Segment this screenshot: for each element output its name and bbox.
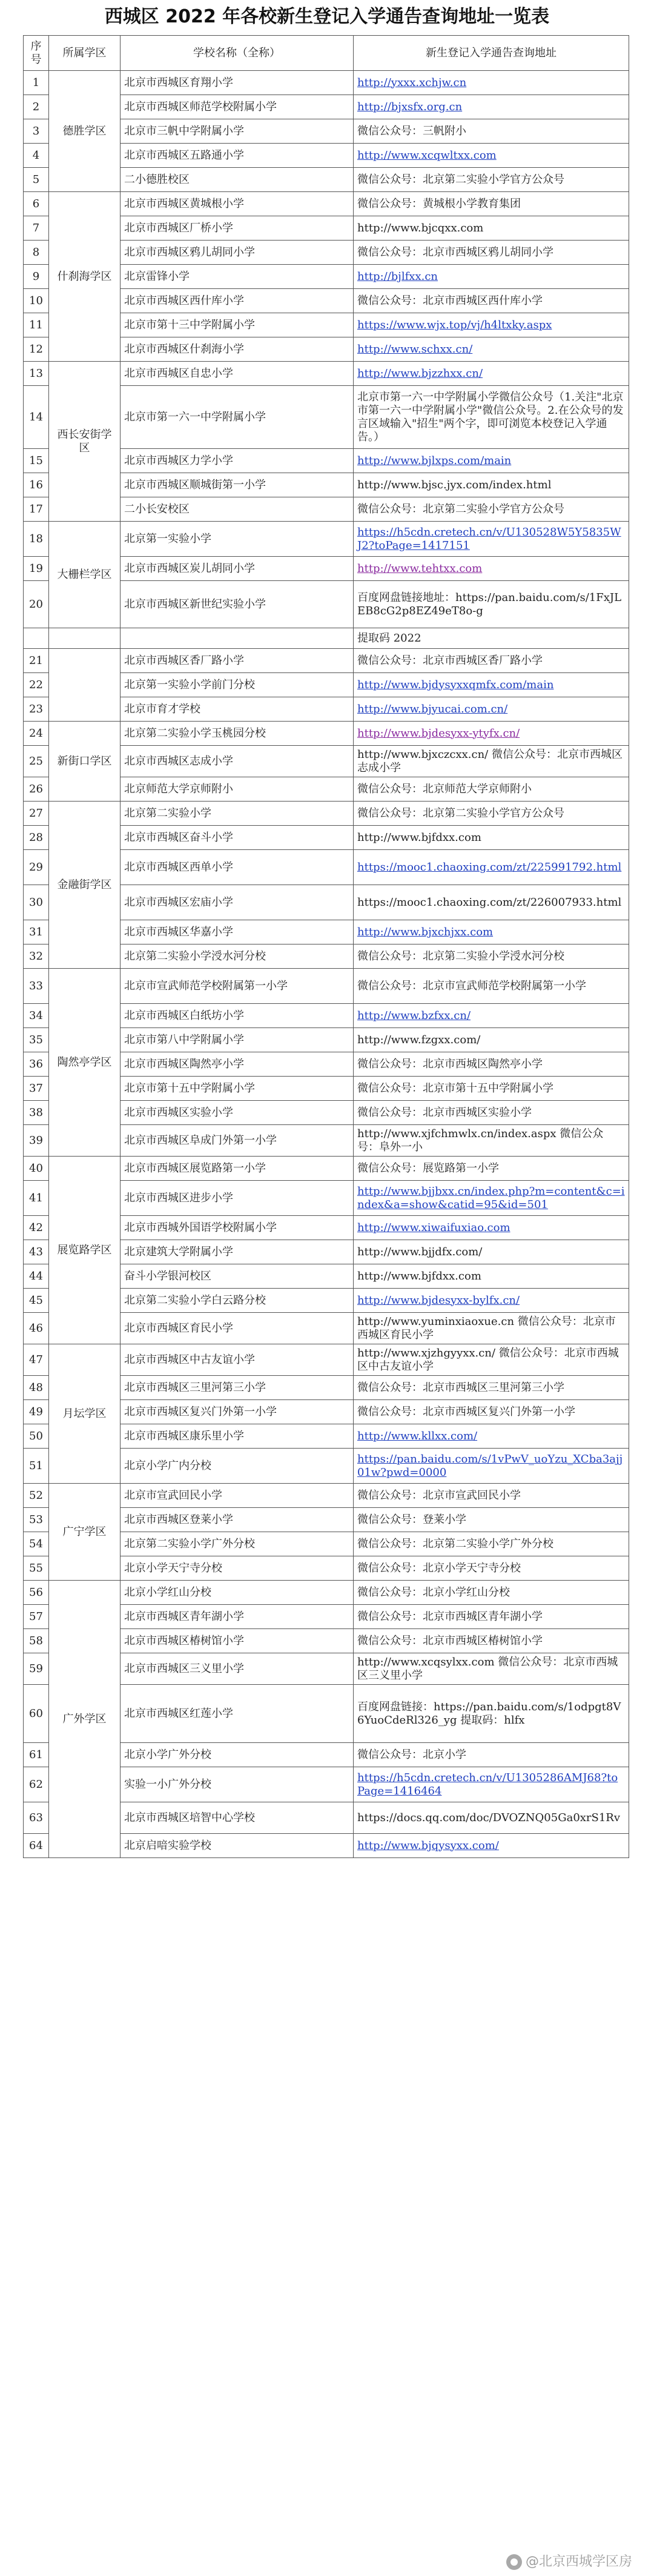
- query-address: [354, 673, 629, 697]
- school-name: 北京市第八中学附属小学: [121, 1028, 354, 1052]
- header-query: 新生登记入学通告查询地址: [354, 36, 629, 71]
- row-number: 19: [24, 557, 49, 581]
- query-link[interactable]: http://www.bjlxps.com/main: [357, 454, 512, 467]
- school-name: 北京市西城区复兴门外第一小学: [121, 1400, 354, 1424]
- row-number: 44: [24, 1264, 49, 1289]
- school-name: 北京市西城区黄城根小学: [121, 192, 354, 216]
- query-link[interactable]: http://www.bjqysyxx.com/: [357, 1839, 499, 1852]
- query-address: 微信公众号：北京第二实验小学官方公众号: [354, 802, 629, 826]
- table-row: [24, 802, 629, 826]
- row-number: 35: [24, 1028, 49, 1052]
- row-number: 56: [24, 1581, 49, 1605]
- query-address: 微信公众号：北京市西城区西什库小学: [354, 289, 629, 313]
- row-number: 7: [24, 216, 49, 241]
- query-address: [354, 1424, 629, 1449]
- school-name: 北京第一实验小学前门分校: [121, 673, 354, 697]
- school-name: 实验一小广外分校: [121, 1767, 354, 1802]
- district-cell: [49, 649, 121, 722]
- row-number: 5: [24, 168, 49, 192]
- query-address: [354, 313, 629, 337]
- school-name: 北京小学天宁寺分校: [121, 1556, 354, 1581]
- row-number: 58: [24, 1629, 49, 1653]
- table-row: [24, 649, 629, 673]
- query-link[interactable]: http://yxxx.xchjw.cn: [357, 76, 467, 89]
- row-number: 13: [24, 362, 49, 386]
- school-name: 北京市西城区师范学校附属小学: [121, 95, 354, 119]
- row-number: 14: [24, 386, 49, 449]
- row-number: 62: [24, 1767, 49, 1802]
- query-link[interactable]: http://bjxsfx.org.cn: [357, 100, 463, 113]
- query-address: [354, 1834, 629, 1858]
- row-number: 26: [24, 777, 49, 802]
- school-name: 北京市西城区西什库小学: [121, 289, 354, 313]
- page-title: 西城区 2022 年各校新生登记入学通告查询地址一览表: [104, 6, 550, 27]
- school-name: 北京市育才学校: [121, 697, 354, 722]
- school-name: 北京第一实验小学: [121, 522, 354, 557]
- district-cell: 展览路学区: [49, 1157, 121, 1344]
- row-number: 10: [24, 289, 49, 313]
- watermark: [506, 2551, 632, 2570]
- row-number: 37: [24, 1077, 49, 1101]
- query-address: http://www.yuminxiaoxue.cn 微信公众号：北京市西城区育民小学: [354, 1313, 629, 1344]
- row-number: 22: [24, 673, 49, 697]
- query-address: [354, 522, 629, 557]
- row-number: 17: [24, 497, 49, 522]
- school-name: [121, 628, 354, 649]
- watermark-logo-icon: [506, 2554, 522, 2570]
- table-row: [24, 362, 629, 386]
- row-number: 39: [24, 1125, 49, 1157]
- school-name: 北京市西城区自忠小学: [121, 362, 354, 386]
- row-number: 8: [24, 241, 49, 265]
- query-address: 微信公众号：北京第二实验小学官方公众号: [354, 497, 629, 522]
- school-name: 北京市西城区白纸坊小学: [121, 1004, 354, 1028]
- school-name: 北京第二实验小学涭水河分校: [121, 944, 354, 969]
- school-name: 北京小学广内分校: [121, 1449, 354, 1484]
- watermark-text: @北京西城学区房: [525, 2554, 632, 2569]
- school-name: 北京第二实验小学玉桃园分校: [121, 722, 354, 746]
- row-number: 34: [24, 1004, 49, 1028]
- school-name: 北京市西城区椿树馆小学: [121, 1629, 354, 1653]
- query-address: [354, 1181, 629, 1216]
- query-address: 百度网盘链接地址：https://pan.baidu.com/s/1FxJLEB8cG2p8EZ49eT8o-g: [354, 581, 629, 628]
- header-school: 学校名称（全称）: [121, 36, 354, 71]
- school-name: 北京建筑大学附属小学: [121, 1240, 354, 1264]
- district-cell: 德胜学区: [49, 71, 121, 192]
- query-address: [354, 1767, 629, 1802]
- row-number: 33: [24, 969, 49, 1004]
- query-link[interactable]: http://www.bjyucai.com.cn/: [357, 702, 508, 715]
- query-address: 微信公众号：北京第二实验小学广外分校: [354, 1532, 629, 1556]
- query-address: 北京市第一六一中学附属小学微信公众号（1.关注"北京市第一六一中学附属小学"微信公众号。2.在公众号的发言区域输入"招生"两个字，即可浏览本校登记入学通告。）: [354, 386, 629, 449]
- query-link[interactable]: http://www.schxx.cn/: [357, 342, 473, 356]
- row-number: 51: [24, 1449, 49, 1484]
- school-name: 北京市西城区培智中心学校: [121, 1802, 354, 1834]
- query-address: 微信公众号：三帆附小: [354, 119, 629, 144]
- school-name: 二小德胜校区: [121, 168, 354, 192]
- table-row: [24, 1344, 629, 1376]
- row-number: 16: [24, 473, 49, 497]
- table-row: [24, 1581, 629, 1605]
- query-address: [354, 337, 629, 362]
- header-district: 所属学区: [49, 36, 121, 71]
- row-number: 61: [24, 1743, 49, 1767]
- school-name: 二小长安校区: [121, 497, 354, 522]
- row-number: 42: [24, 1216, 49, 1240]
- table-header-row: [24, 36, 629, 71]
- school-name: 北京市西城区三里河第三小学: [121, 1376, 354, 1400]
- table-row: [24, 522, 629, 557]
- row-number: 59: [24, 1653, 49, 1685]
- district-cell: [49, 628, 121, 649]
- query-link[interactable]: http://www.bjdesyxx-ytyfx.cn/: [357, 726, 520, 740]
- query-address: [354, 362, 629, 386]
- query-address: 微信公众号：北京市宣武回民小学: [354, 1484, 629, 1508]
- school-name: 北京市西城区三义里小学: [121, 1653, 354, 1685]
- row-number: 53: [24, 1508, 49, 1532]
- query-address: [354, 144, 629, 168]
- query-link[interactable]: https://mooc1.chaoxing.com/zt/225991792.html: [357, 860, 622, 874]
- school-name: 北京小学广外分校: [121, 1743, 354, 1767]
- row-number: 55: [24, 1556, 49, 1581]
- row-number: 47: [24, 1344, 49, 1376]
- row-number: 64: [24, 1834, 49, 1858]
- district-cell: 什刹海学区: [49, 192, 121, 362]
- table-row: [24, 969, 629, 1004]
- row-number: 2: [24, 95, 49, 119]
- school-name: 北京市西城区华嘉小学: [121, 920, 354, 944]
- query-link[interactable]: http://www.kllxx.com/: [357, 1429, 478, 1442]
- district-cell: 广外学区: [49, 1581, 121, 1858]
- query-address: 微信公众号：北京市西城区香厂路小学: [354, 649, 629, 673]
- school-name: 北京市西城区登莱小学: [121, 1508, 354, 1532]
- school-name: 北京市西城区进步小学: [121, 1181, 354, 1216]
- query-address: [354, 722, 629, 746]
- query-address: [354, 920, 629, 944]
- row-number: 25: [24, 746, 49, 777]
- school-table-container: [23, 35, 629, 1858]
- query-link[interactable]: http://www.tehtxx.com: [357, 562, 483, 575]
- district-cell: 陶然亭学区: [49, 969, 121, 1157]
- row-number: 6: [24, 192, 49, 216]
- school-name: 北京市西城区志成小学: [121, 746, 354, 777]
- row-number: 3: [24, 119, 49, 144]
- school-name: 北京市西城区育翔小学: [121, 71, 354, 95]
- school-name: 北京市西城区实验小学: [121, 1101, 354, 1125]
- school-name: 北京市三帆中学附属小学: [121, 119, 354, 144]
- school-name: 北京市宣武师范学校附属第一小学: [121, 969, 354, 1004]
- row-number: 20: [24, 581, 49, 628]
- school-name: 北京市宣武回民小学: [121, 1484, 354, 1508]
- row-number: 60: [24, 1685, 49, 1743]
- school-name: 北京市西城区什刹海小学: [121, 337, 354, 362]
- school-name: 北京市西城区五路通小学: [121, 144, 354, 168]
- query-address: http://www.xcqsylxx.com 微信公众号：北京市西城区三义里小学: [354, 1653, 629, 1685]
- query-address: 微信公众号：北京小学天宁寺分校: [354, 1556, 629, 1581]
- query-address: 微信公众号：北京市西城区青年湖小学: [354, 1605, 629, 1629]
- query-address: 微信公众号：展览路第一小学: [354, 1157, 629, 1181]
- query-address: 微信公众号：北京小学: [354, 1743, 629, 1767]
- school-name: 北京市西城区育民小学: [121, 1313, 354, 1344]
- school-name: 北京市西城区阜成门外第一小学: [121, 1125, 354, 1157]
- query-address: [354, 1289, 629, 1313]
- row-number: 54: [24, 1532, 49, 1556]
- query-address: [354, 1004, 629, 1028]
- query-address: [354, 449, 629, 473]
- query-address: 微信公众号：黄城根小学教育集团: [354, 192, 629, 216]
- query-address: 微信公众号：北京市西城区鸦儿胡同小学: [354, 241, 629, 265]
- row-number: 46: [24, 1313, 49, 1344]
- school-name: 北京市西城区西单小学: [121, 850, 354, 885]
- district-cell: 大栅栏学区: [49, 522, 121, 628]
- district-cell: 新街口学区: [49, 722, 121, 802]
- query-address: [354, 557, 629, 581]
- query-address: 微信公众号：北京市西城区陶然亭小学: [354, 1052, 629, 1077]
- row-number: 9: [24, 265, 49, 289]
- table-row: [24, 722, 629, 746]
- school-name: 北京市第十三中学附属小学: [121, 313, 354, 337]
- row-number: 32: [24, 944, 49, 969]
- query-link[interactable]: https://www.wjx.top/vj/h4ltxky.aspx: [357, 318, 552, 331]
- school-name: 北京市西城区展览路第一小学: [121, 1157, 354, 1181]
- school-name: 北京启喑实验学校: [121, 1834, 354, 1858]
- district-cell: 月坛学区: [49, 1344, 121, 1484]
- query-address: 微信公众号：北京小学红山分校: [354, 1581, 629, 1605]
- school-name: 北京小学红山分校: [121, 1581, 354, 1605]
- query-link[interactable]: http://www.bjzzhxx.cn/: [357, 367, 483, 380]
- row-number: 12: [24, 337, 49, 362]
- school-name: 北京市西城外国语学校附属小学: [121, 1216, 354, 1240]
- school-table: [23, 35, 629, 1858]
- school-name: 北京市西城区陶然亭小学: [121, 1052, 354, 1077]
- row-number: 11: [24, 313, 49, 337]
- school-name: 北京市西城区炭儿胡同小学: [121, 557, 354, 581]
- school-name: 北京市西城区红莲小学: [121, 1685, 354, 1743]
- school-name: 北京市西城区新世纪实验小学: [121, 581, 354, 628]
- row-number: 28: [24, 826, 49, 850]
- query-address: 提取码 2022: [354, 628, 629, 649]
- row-number: 43: [24, 1240, 49, 1264]
- query-address: 微信公众号：北京市西城区椿树馆小学: [354, 1629, 629, 1653]
- row-number: 36: [24, 1052, 49, 1077]
- query-address: https://docs.qq.com/doc/DVOZNQ05Ga0xrS1Rv: [354, 1802, 629, 1834]
- school-name: 北京市西城区顺城街第一小学: [121, 473, 354, 497]
- query-address: http://www.bjjdfx.com/: [354, 1240, 629, 1264]
- school-name: 北京市西城区力学小学: [121, 449, 354, 473]
- query-address: http://www.xjfchmwlx.cn/index.aspx 微信公众号：阜外一小: [354, 1125, 629, 1157]
- school-name: 北京第二实验小学: [121, 802, 354, 826]
- query-address: http://www.bjxczcxx.cn/ 微信公众号：北京市西城区志成小学: [354, 746, 629, 777]
- school-name: 北京市西城区鸦儿胡同小学: [121, 241, 354, 265]
- query-link[interactable]: https://h5cdn.cretech.cn/v/U1305286AMJ68?toPage=1416464: [357, 1771, 618, 1798]
- row-number: 29: [24, 850, 49, 885]
- row-number: 24: [24, 722, 49, 746]
- row-number: 50: [24, 1424, 49, 1449]
- row-number: 21: [24, 649, 49, 673]
- query-address: 百度网盘链接：https://pan.baidu.com/s/1odpgt8V6YuoCdeRl326_yg 提取码：hlfx: [354, 1685, 629, 1743]
- row-number: 15: [24, 449, 49, 473]
- table-row: [24, 1484, 629, 1508]
- query-link[interactable]: http://www.bjdysyxxqmfx.com/main: [357, 678, 554, 691]
- table-row: [24, 71, 629, 95]
- query-address: 微信公众号：北京第二实验小学官方公众号: [354, 168, 629, 192]
- row-number: 4: [24, 144, 49, 168]
- row-number: 31: [24, 920, 49, 944]
- district-cell: 金融街学区: [49, 802, 121, 969]
- query-address: [354, 95, 629, 119]
- school-name: 北京师范大学京师附小: [121, 777, 354, 802]
- school-name: 北京市西城区厂桥小学: [121, 216, 354, 241]
- query-link[interactable]: http://www.xcqwltxx.com: [357, 148, 497, 162]
- query-link[interactable]: http://www.xiwaifuxiao.com: [357, 1221, 510, 1234]
- query-link[interactable]: http://www.bjxchjxx.com: [357, 925, 494, 938]
- table-row: [24, 628, 629, 649]
- query-address: [354, 697, 629, 722]
- school-name: 北京市西城区青年湖小学: [121, 1605, 354, 1629]
- query-address: 微信公众号：北京市宣武师范学校附属第一小学: [354, 969, 629, 1004]
- row-number: 18: [24, 522, 49, 557]
- row-number: 63: [24, 1802, 49, 1834]
- query-address: 微信公众号：北京市第十五中学附属小学: [354, 1077, 629, 1101]
- row-number: 48: [24, 1376, 49, 1400]
- row-number: 1: [24, 71, 49, 95]
- school-name: 北京雷锋小学: [121, 265, 354, 289]
- school-name: 北京市西城区康乐里小学: [121, 1424, 354, 1449]
- query-address: 微信公众号：登莱小学: [354, 1508, 629, 1532]
- school-name: 北京第二实验小学白云路分校: [121, 1289, 354, 1313]
- row-number: 40: [24, 1157, 49, 1181]
- query-address: 微信公众号：北京市西城区三里河第三小学: [354, 1376, 629, 1400]
- table-row: [24, 1157, 629, 1181]
- row-number: 49: [24, 1400, 49, 1424]
- school-name: 奋斗小学银河校区: [121, 1264, 354, 1289]
- query-address: http://www.xjzhgyyxx.cn/ 微信公众号：北京市西城区中古友谊小学: [354, 1344, 629, 1376]
- school-name: 北京第二实验小学广外分校: [121, 1532, 354, 1556]
- school-name: 北京市第一六一中学附属小学: [121, 386, 354, 449]
- query-address: http://www.fzgxx.com/: [354, 1028, 629, 1052]
- query-address: http://www.bjfdxx.com: [354, 826, 629, 850]
- query-address: http://www.bjsc.jyx.com/index.html: [354, 473, 629, 497]
- school-name: 北京市西城区中古友谊小学: [121, 1344, 354, 1376]
- query-link[interactable]: http://www.bjjbxx.cn/index.php?m=content&c=index&a=show&catid=95&id=501: [357, 1184, 625, 1211]
- row-number: 38: [24, 1101, 49, 1125]
- row-number: 30: [24, 885, 49, 920]
- query-address: [354, 1449, 629, 1484]
- row-number: [24, 628, 49, 649]
- query-address: https://mooc1.chaoxing.com/zt/226007933.html: [354, 885, 629, 920]
- query-address: [354, 265, 629, 289]
- row-number: 23: [24, 697, 49, 722]
- query-address: [354, 1216, 629, 1240]
- row-number: 52: [24, 1484, 49, 1508]
- query-link[interactable]: http://www.bzfxx.cn/: [357, 1009, 471, 1022]
- row-number: 27: [24, 802, 49, 826]
- query-address: 微信公众号：北京师范大学京师附小: [354, 777, 629, 802]
- query-address: [354, 850, 629, 885]
- school-name: 北京市西城区宏庙小学: [121, 885, 354, 920]
- query-address: 微信公众号：北京市西城区复兴门外第一小学: [354, 1400, 629, 1424]
- header-no: 序号: [24, 36, 49, 71]
- row-number: 57: [24, 1605, 49, 1629]
- query-address: [354, 71, 629, 95]
- table-row: [24, 192, 629, 216]
- query-address: http://www.bjfdxx.com: [354, 1264, 629, 1289]
- school-name: 北京市第十五中学附属小学: [121, 1077, 354, 1101]
- query-address: 微信公众号：北京市西城区实验小学: [354, 1101, 629, 1125]
- school-name: 北京市西城区香厂路小学: [121, 649, 354, 673]
- district-cell: 西长安街学区: [49, 362, 121, 522]
- row-number: 41: [24, 1181, 49, 1216]
- school-name: 北京市西城区奋斗小学: [121, 826, 354, 850]
- query-link[interactable]: https://h5cdn.cretech.cn/v/U130528W5Y5835WJ2?toPage=1417151: [357, 525, 621, 552]
- district-cell: 广宁学区: [49, 1484, 121, 1581]
- row-number: 45: [24, 1289, 49, 1313]
- query-address: 微信公众号：北京第二实验小学涭水河分校: [354, 944, 629, 969]
- query-link[interactable]: http://bjlfxx.cn: [357, 270, 438, 283]
- query-address: http://www.bjcqxx.com: [354, 216, 629, 241]
- query-link[interactable]: https://pan.baidu.com/s/1vPwV_uoYzu_XCba3ajj01w?pwd=0000: [357, 1452, 623, 1479]
- query-link[interactable]: http://www.bjdesyxx-bylfx.cn/: [357, 1293, 520, 1307]
- table-body: [24, 71, 629, 1858]
